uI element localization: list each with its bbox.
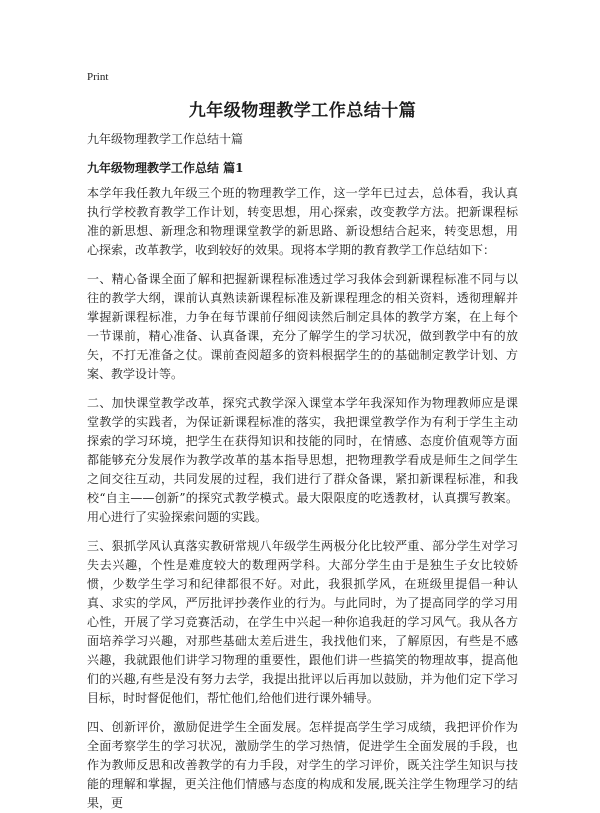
intro-paragraph: 本学年我任教九年级三个班的物理教学工作，这一学年已过去，总体看，我认真执行学校教育教学工作计划，转变思想，用心探索，改变教学方法。把新课程标准的新思想、新理念和物理课堂教学的新思路、新设想结合起来，转变思想，用心探索，改革教学，收到较好的效果。现将本学期的教育教学工作总结如下： [87, 186, 518, 257]
document-subtitle: 九年级物理教学工作总结十篇 [87, 132, 244, 146]
print-label: Print [87, 71, 109, 83]
paragraph-study-style: 三、狠抓学风认真落实教研常规八年级学生两极分化比较严重、部分学生对学习失去兴趣，个性是难度较大的数理两学科。大部分学生由于是独生子女比较娇惯，少数学生学习和纪律都很不好。对此，我狠抓学风，在班级里提倡一种认真、求实的学风，严厉批评抄袭作业的行为。与此同时，为了提高同学的学习用心性，开展了学习竞赛活动，在学生中兴起一种你追我赶的学习风气。我从各方面培养学习兴趣，对那些基础太差后进生，我找他们来，了解原因，有些是不感兴趣，我就跟他们讲学习物理的重要性，跟他们讲一些搞笑的物理故事，提高他们的兴趣,有些是没有努力去学，我提出批评以后再加以鼓励，并为他们定下学习目标，时时督促他们，帮忙他们,给他们进行课外辅导。 [87, 539, 518, 705]
paragraph-evaluation: 四、创新评价，激励促进学生全面发展。怎样提高学生学习成绩，我把评价作为全面考察学生的学习状况，激励学生的学习热情，促进学生全面发展的手段，也作为教师反思和改善教学的有力手段，对学生的学习评价，既关注学生知识与技能的理解和掌握，更关注他们情感与态度的构成和发展,既关注学生物理学习的结果，更 [87, 720, 518, 810]
section-heading: 九年级物理教学工作总结 篇1 [87, 161, 244, 175]
paragraph-lesson-prep: 一、精心备课全面了解和把握新课程标准透过学习我体会到新课程标准不同与以往的教学大纲，课前认真熟读新课程标准及新课程理念的相关资料，透彻理解并掌握新课程标准，力争在每节课前仔细阅读然后制定具体的教学方案，在上每个一节课前，精心准备、认真备课，充分了解学生的学习状况，做到教学中有的放矢，不打无准备之仗。课前查阅超多的资料根据学生的的基础制定教学计划、方案、教学设计等。 [87, 272, 518, 381]
paragraph-classroom-reform: 二、加快课堂教学改革，探究式教学深入课堂本学年我深知作为物理教师应是课堂教学的实践者，为保证新课程标准的落实，我把课堂教学作为有利于学生主动探索的学习环境，把学生在获得知识和技能的同时，在情感、态度价值观等方面都能够充分发展作为教学改革的基本指导思想，把物理教学看成是师生之间学生之间交往互动，共同发展的过程，我们进行了群众备课，紧扣新课程标准，和我校“自主——创新”的探究式教学模式。最大限限度的吃透教材，认真撰写教案。用心进行了实验探索问题的实践。 [87, 396, 518, 524]
document-title: 九年级物理教学工作总结十篇 [188, 101, 417, 121]
